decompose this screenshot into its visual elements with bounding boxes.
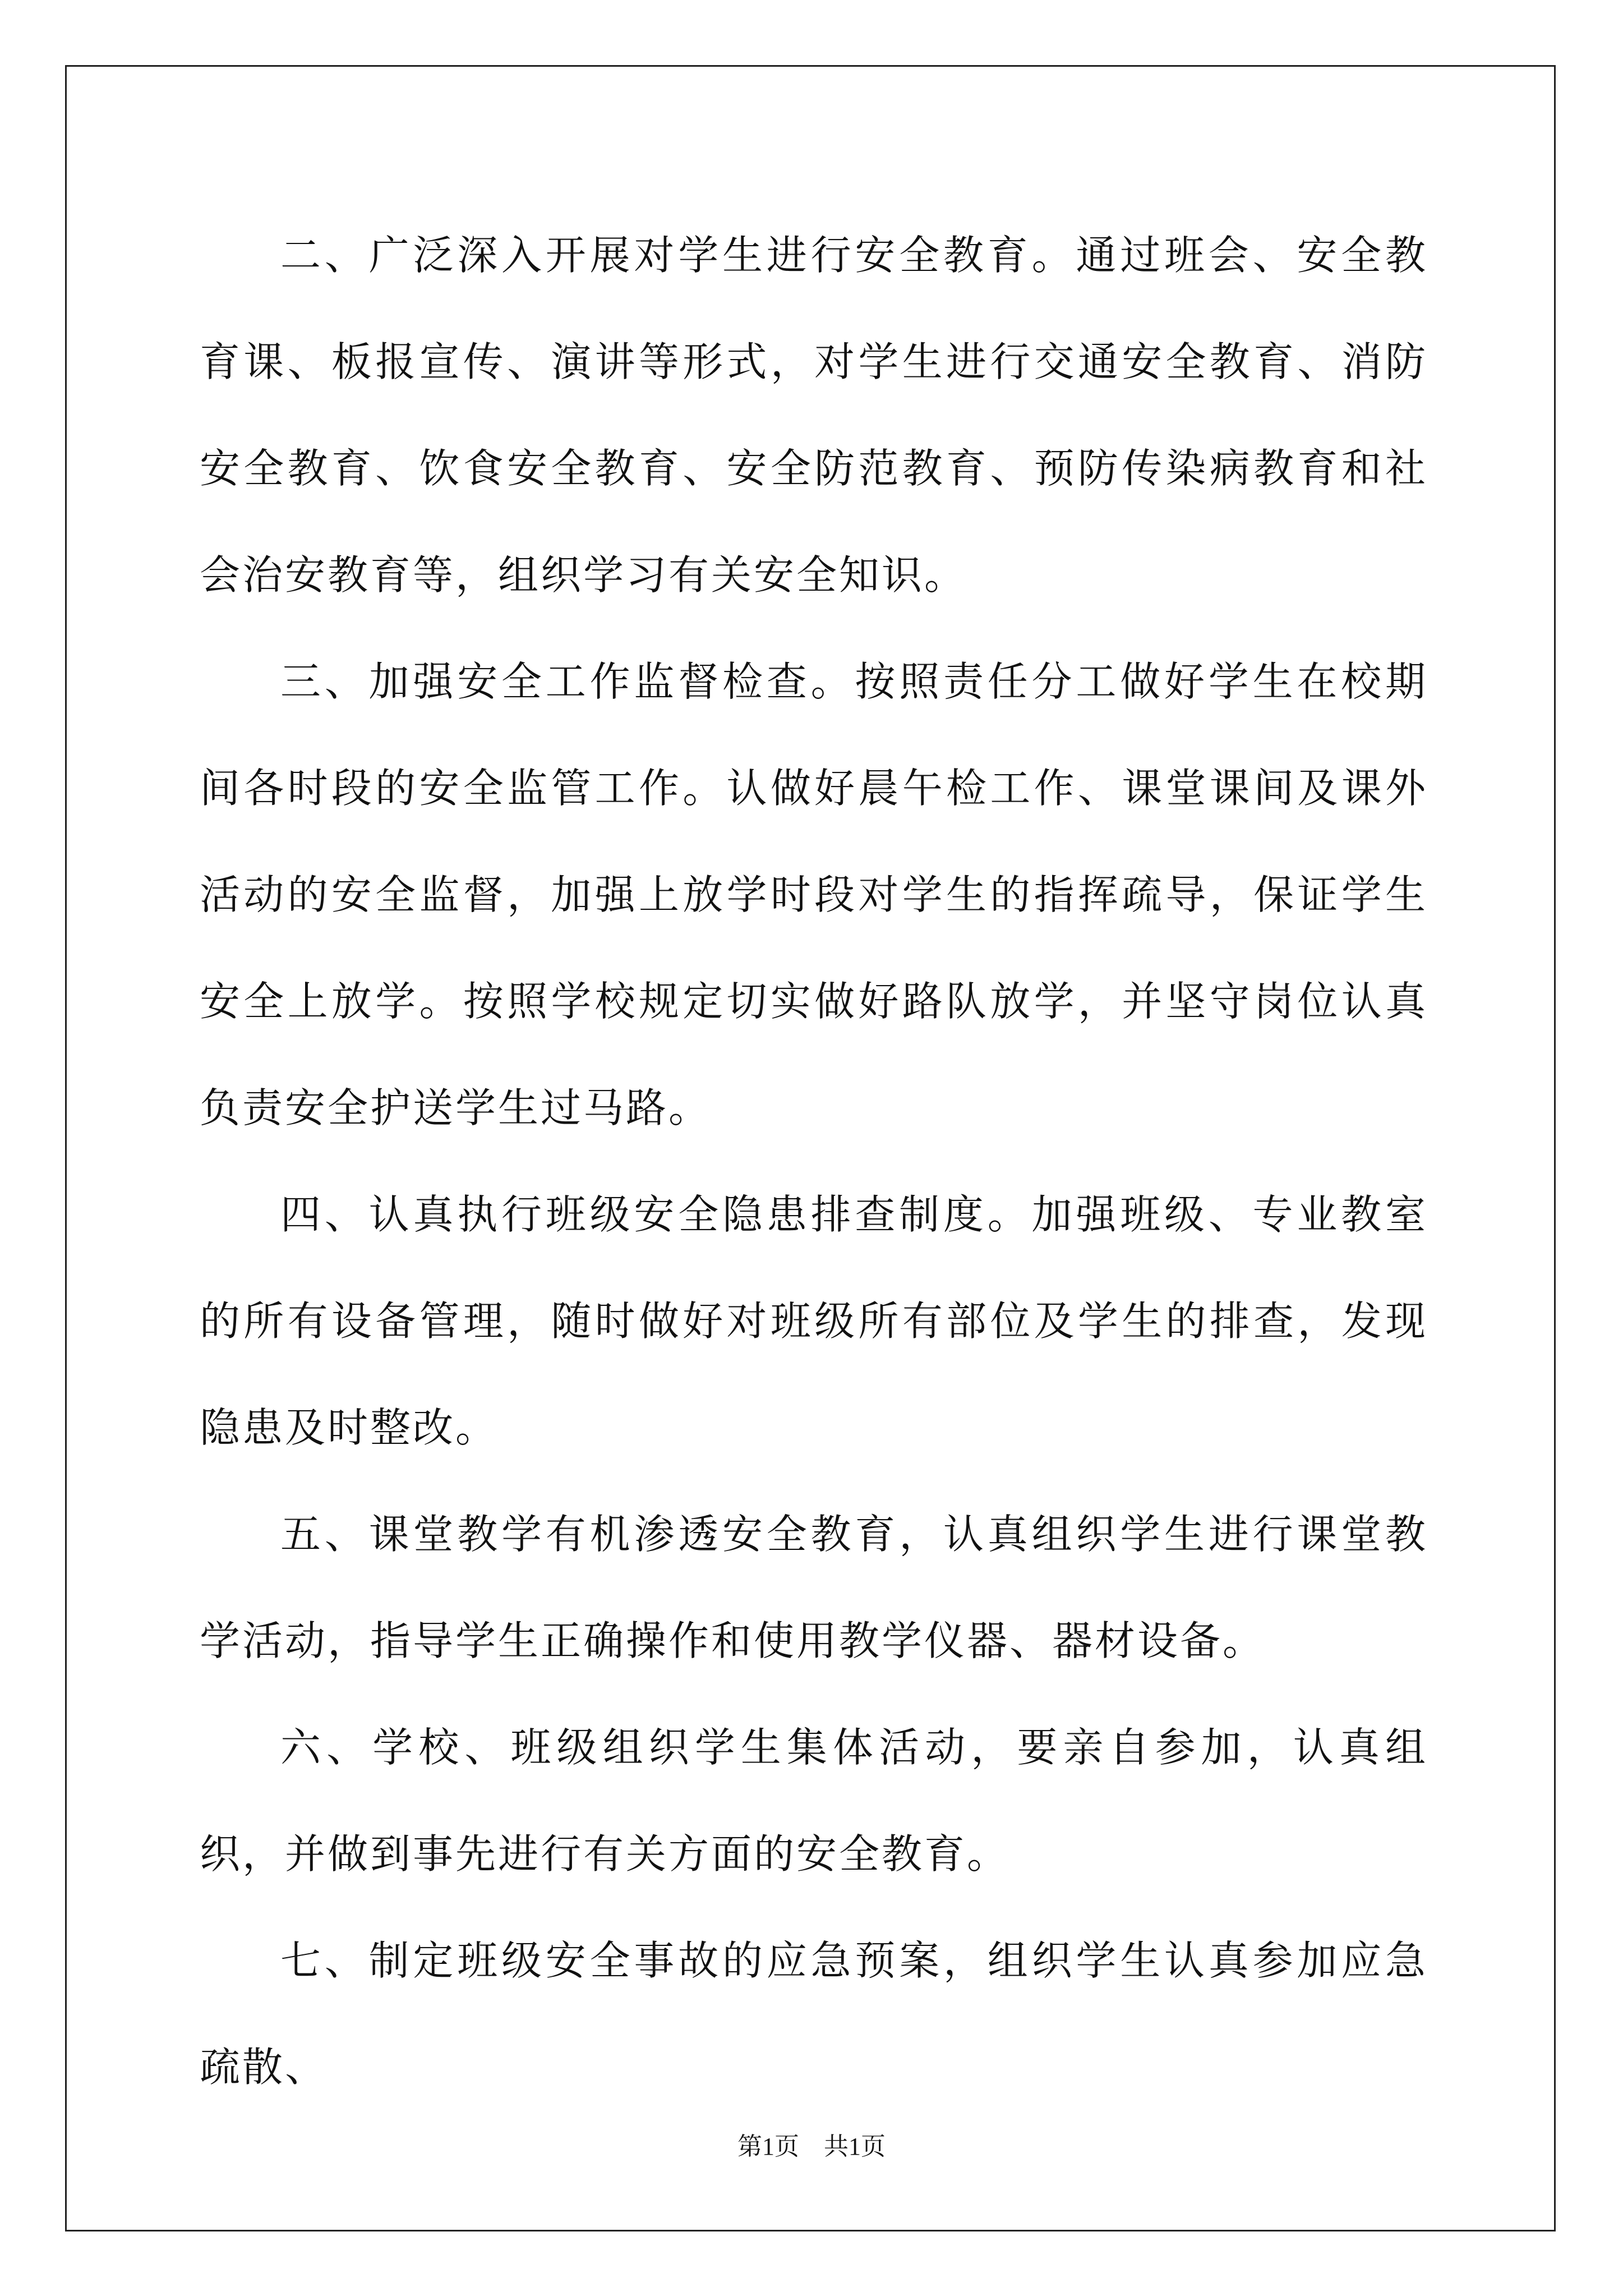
page-footer: 第1页 共1页 [737,2133,886,2160]
document-body [200,202,1428,2120]
paragraph-5: 五、课堂教学有机渗透安全教育，认真组织学生进行课堂教学活动，指导学生正确操作和使用教学仪器、器材设备。 [200,1511,1428,1664]
paragraph-4: 四、认真执行班级安全隐患排查制度。加强班级、专业教室的所有设备管理，随时做好对班级所有部位及学生的排查，发现隐患及时整改。 [200,1191,1428,1451]
paragraph-2: 二、广泛深入开展对学生进行安全教育。通过班会、安全教育课、板报宣传、演讲等形式，对学生进行交通安全教育、消防安全教育、饮食安全教育、安全防范教育、预防传染病教育和社会治安教育等，组织学习有关安全知识。 [200,232,1428,599]
paragraph-3: 三、加强安全工作监督检查。按照责任分工做好学生在校期间各时段的安全监管工作。认做好晨午检工作、课堂课间及课外活动的安全监督，加强上放学时段对学生的指挥疏导，保证学生安全上放学。按照学校规定切实做好路队放学，并坚守岗位认真负责安全护送学生过马路。 [200,658,1428,1131]
paragraph-6: 六、学校、班级组织学生集体活动，要亲自参加，认真组织，并做到事先进行有关方面的安全教育。 [200,1724,1428,1878]
paragraph-7: 七、制定班级安全事故的应急预案，组织学生认真参加应急疏散、 [200,1937,1428,2091]
